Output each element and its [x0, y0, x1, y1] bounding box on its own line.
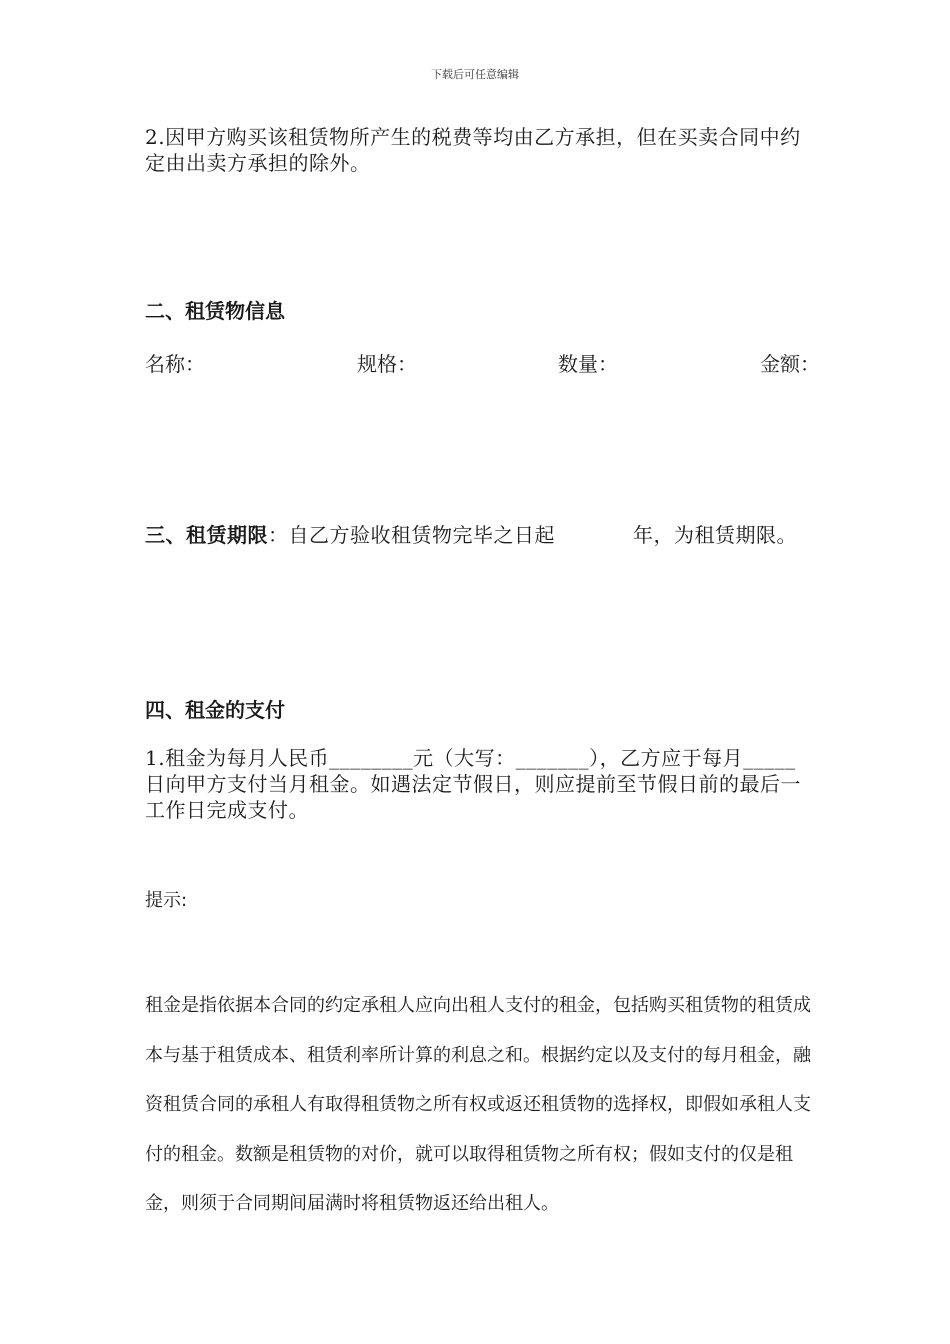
hint-body: 租金是指依据本合同的约定承租人应向出租人支付的租金，包括购买租赁物的租赁成本与基于租赁成本、租赁利率所计算的利息之和。根据约定以及支付的每月租金，融资租赁合同的承租人有取得租赁物之所有权或返还租赁物的选择权，即假如承租人支付的租金。数额是租赁物的对价，就可以取得租赁物之所有权；假如支付的仅是租金，则须于合同期间届满时将租赁物返还给出租人。 — [145, 995, 811, 1214]
item-fields-row — [145, 348, 820, 376]
header-note: 下载后可任意编辑 — [431, 68, 519, 81]
section-2-heading: 二、租赁物信息 — [145, 299, 285, 323]
section-3-text-before: ：自乙方验收租赁物完毕之日起 — [268, 523, 555, 547]
hint-label: 提示: — [145, 890, 188, 911]
field-amount-label: 金额： — [760, 352, 820, 376]
section-4-heading: 四、租金的支付 — [145, 698, 285, 722]
field-quantity-label: 数量： — [558, 352, 618, 376]
section-3-text-after: 年，为租赁期限。 — [633, 523, 797, 547]
clause-tax: 2.因甲方购买该租赁物所产生的税费等均由乙方承担，但在买卖合同中约定由出卖方承担的除外。 — [145, 125, 801, 175]
section-3-paragraph — [145, 522, 810, 548]
section-3-heading: 三、租赁期限 — [145, 523, 268, 547]
field-name-label: 名称： — [145, 352, 205, 376]
rent-payment-clause: 1.租金为每月人民币________元（大写：_______），乙方应于每月_____日向甲方支付当月租金。如遇法定节假日，则应提前至节假日前的最后一工作日完成支付。 — [145, 746, 801, 822]
field-spec-label: 规格： — [357, 352, 417, 376]
